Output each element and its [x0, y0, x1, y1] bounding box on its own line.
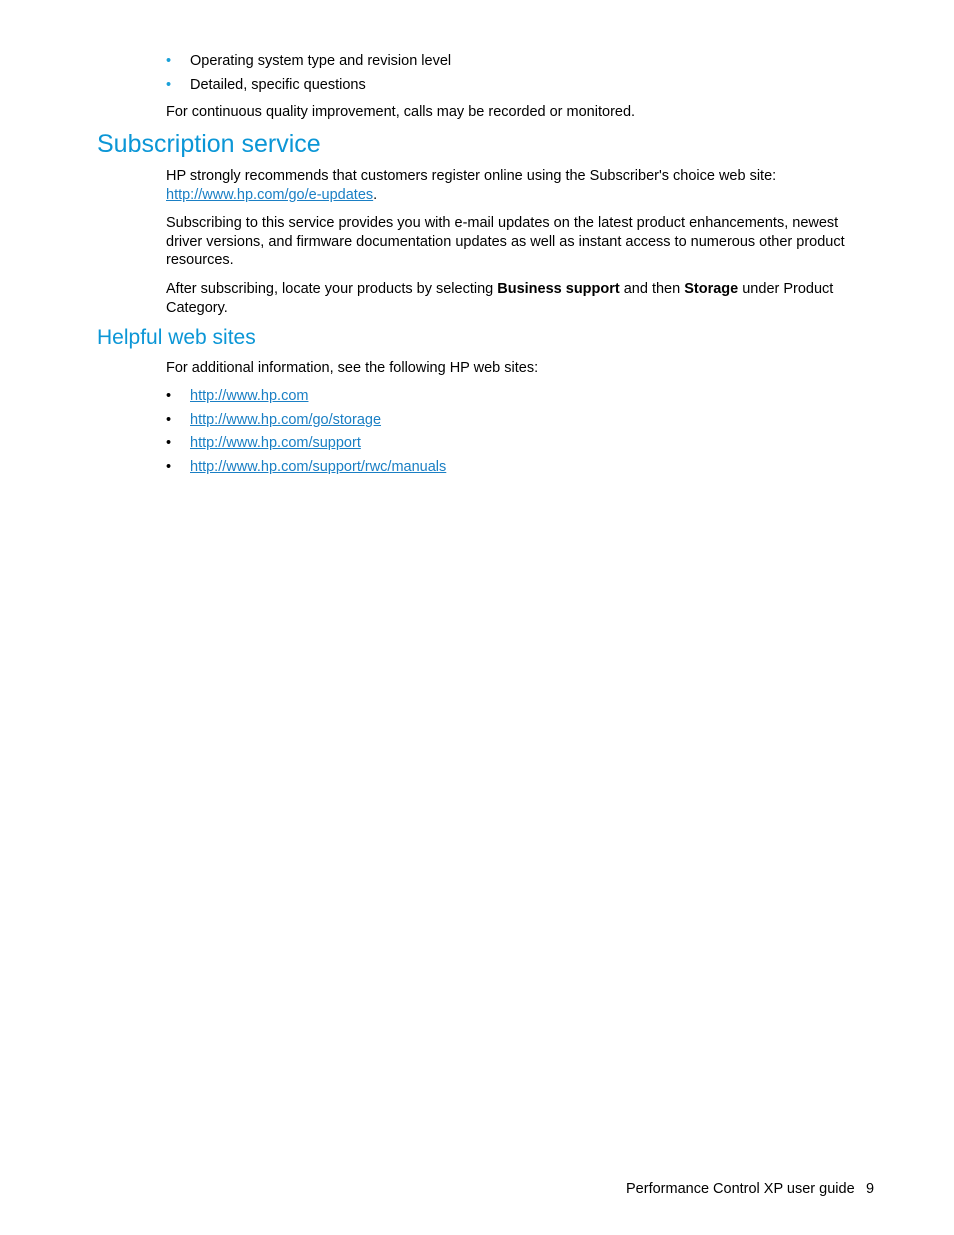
subscription-heading: Subscription service: [97, 130, 321, 158]
business-support-term: Business support: [497, 281, 620, 297]
list-item: [166, 387, 446, 411]
subscription-text: HP strongly recommends that customers register online using the Subscriber's choice web site:: [166, 168, 777, 184]
p3-text-a: After subscribing, locate your products by selecting: [166, 281, 498, 297]
list-item: [166, 434, 446, 458]
punctuation: .: [373, 186, 378, 203]
bullet-icon: •: [166, 435, 172, 451]
list-item: [166, 458, 446, 482]
helpful-heading: Helpful web sites: [97, 326, 256, 349]
bullet-icon: •: [166, 458, 172, 475]
subscription-paragraph-2: Subscribing to this service provides you with e-mail updates on the latest product enhancements, newest driver versions, and firmware documentation updates as well as instant access to numerous other product resources.: [166, 215, 845, 268]
list-item-text: Operating system type and revision level: [190, 53, 452, 69]
list-item: [166, 76, 451, 100]
hp-home-link[interactable]: http://www.hp.com: [190, 388, 309, 404]
bullet-icon: •: [166, 53, 172, 69]
bullet-icon: •: [166, 388, 172, 404]
p3-text-b: and then: [619, 281, 685, 297]
helpful-intro: For additional information, see the following HP web sites:: [166, 360, 539, 376]
list-item: [166, 52, 451, 76]
page-number: 9: [866, 1181, 875, 1197]
bullet-icon: •: [166, 411, 172, 428]
storage-term: Storage: [684, 281, 739, 297]
web-sites-list: [166, 387, 446, 481]
hp-support-link[interactable]: http://www.hp.com/support: [190, 435, 361, 451]
list-item: [166, 411, 446, 435]
hp-storage-link[interactable]: http://www.hp.com/go/storage: [190, 411, 382, 428]
requirements-list: [166, 52, 451, 99]
list-item-text: Detailed, specific questions: [190, 76, 366, 93]
hp-manuals-link[interactable]: http://www.hp.com/support/rwc/manuals: [190, 458, 447, 475]
subscription-paragraph-3: [166, 280, 876, 317]
p3-text-c: under Product Category.: [166, 281, 834, 316]
quality-note: For continuous quality improvement, calls may be recorded or monitored.: [166, 104, 636, 120]
e-updates-link[interactable]: http://www.hp.com/go/e-updates: [166, 186, 374, 203]
footer-title: Performance Control XP user guide: [626, 1181, 855, 1197]
subscription-paragraph-1: [166, 167, 876, 204]
bullet-icon: •: [166, 76, 172, 93]
